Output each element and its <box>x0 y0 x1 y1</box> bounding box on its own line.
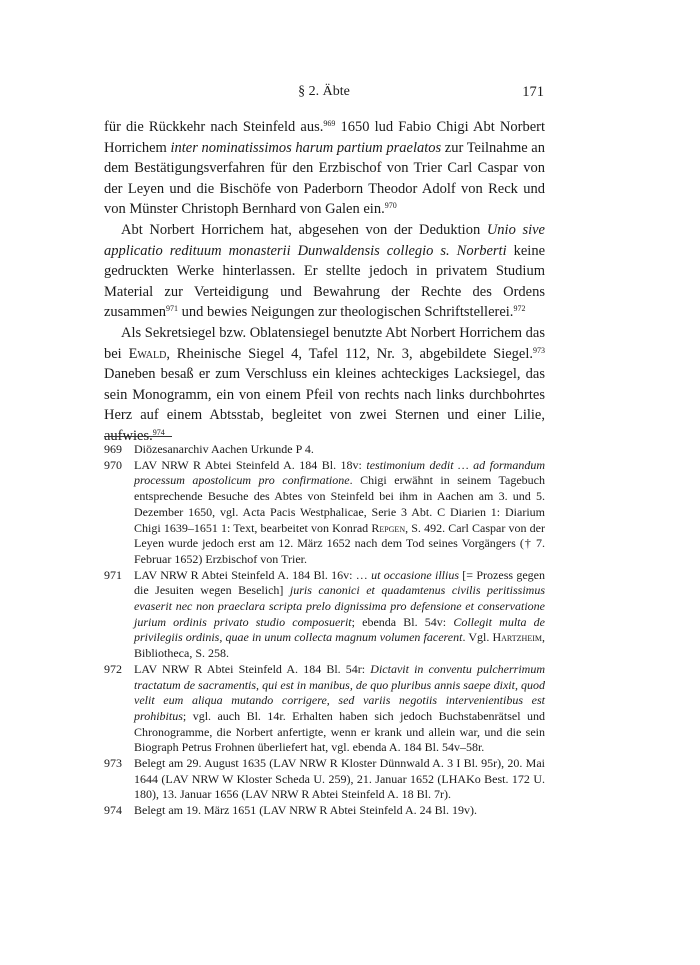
running-head: § 2. Äbte <box>298 84 350 99</box>
footnote-text: Belegt am 29. August 1635 (LAV NRW R Kloster Dünnwald A. 3 I Bl. 95r), 20. Mai 1644 (LAV NRW W Kloster Scheda U. 259), 21. Januar 1652 (LHAKo Best. 172 U. 180), 13. Januar 1656 (LAV NRW R Abtei Steinfeld A. 18 Bl. 7r). <box>134 756 545 802</box>
footnote-text: ; ebenda Bl. 54v: <box>351 614 454 629</box>
footnote-text: LAV NRW R Abtei Steinfeld A. 184 Bl. 18v: <box>134 457 367 472</box>
footnote-number: 969 <box>104 442 122 456</box>
footnote-number: 974 <box>104 803 122 818</box>
footnote-number: 971 <box>104 567 122 582</box>
text-run: Als Sekretsiegel bzw. Oblatensiegel benutzte Abt Norbert Horrichem das bei <box>104 324 545 362</box>
footnote-text: ; vgl. auch Bl. 14r. Erhalten haben sich jedoch Buchstabenrätsel und Chronogramme, die Norbert anfertigte, wenn er krank und allein war, und die sein Biograph Petrus Frohnen überliefert hat, vgl. ebenda A. 184 Bl. 54v–58r. <box>134 708 545 755</box>
footnote-ref[interactable]: 970 <box>384 201 397 211</box>
footnote-text: . Chigi erwähnt in seinem Tagebuch entsprechende Besuche des Abtes von Steinfeld bei ihm in Aachen am 3. und 5. Dezember 1650, vgl. Acta Pacis Westphalicae, Serie 3 Abt. C Diarien 1: Diarium Chigi 1639–1651 1: Text, bearbeitet von Konrad <box>134 473 545 535</box>
text-run: Daneben besaß er zum Verschluss ein kleines achteckiges Lacksiegel, das sein Monogramm, ein von einem Pfeil von rechts nach links durchbohrtes Herz auf einem Abtsstab, begleitet von zwei Sternen und einer Lilie, aufwies. <box>104 366 545 444</box>
footnote-972 <box>104 662 545 756</box>
work-title: Unio sive applicatio redituum monasterii Dunwaldensis collegio s. Norberti <box>104 221 545 259</box>
text-run: für die Rückkehr nach Steinfeld aus. <box>104 119 324 135</box>
text-run: keine gedruckten Werke hinterlassen. Er stellte jedoch in privatem Studium Material zur Verteidigung und Bewahrung der Rechte des Ordens zusammen <box>104 242 546 321</box>
text-run: 1650 lud Fabio Chigi Abt Norbert Horrichem <box>104 119 545 156</box>
footnote-separator <box>104 436 172 437</box>
footnote-974 <box>104 803 545 819</box>
footnote-text: . Vgl. <box>462 630 493 645</box>
page-number: 171 <box>522 84 544 100</box>
footnote-970 <box>104 458 545 568</box>
page-header <box>104 84 544 104</box>
latin-quote: juris canonici et quadamtenus civilis peritissimus evaserit nec non praeclara scripta prelo dignissima pro defensione et conservatione jurium ordinis privato studio composuerit <box>134 583 545 629</box>
author-name: Hartzheim <box>492 630 542 645</box>
footnote-number: 973 <box>104 756 122 771</box>
main-text <box>104 117 545 447</box>
latin-quote: Collegit multa de privilegiis ordinis, quae in unum collecta magnum volumen facerent <box>134 614 545 645</box>
footnote-number: 972 <box>104 661 122 676</box>
footnote-number: 970 <box>104 457 122 472</box>
text-run: Abt Norbert Horrichem hat, abgesehen von der Deduktion <box>121 221 487 238</box>
text-run: , Rheinische Siegel 4, Tafel 112, Nr. 3, abgebildete Siegel. <box>166 345 533 362</box>
text-run: und bewies Neigungen zur theologischen Schriftstellerei. <box>178 304 514 321</box>
author-name: Repgen <box>371 520 406 535</box>
footnote-ref[interactable]: 973 <box>533 345 545 355</box>
footnote-text: LAV NRW R Abtei Steinfeld A. 184 Bl. 54r: <box>134 661 371 676</box>
paragraph-2 <box>104 220 545 323</box>
footnote-ref[interactable]: 972 <box>513 304 526 314</box>
footnote-text: Diözesanarchiv Aachen Urkunde P 4. <box>134 442 314 456</box>
footnote-text: [= Prozess gegen die Jesuiten wegen Beselich] <box>134 567 545 598</box>
latin-quote: testimonium dedit … ad formandum processum apostolicum pro confirmatione <box>134 457 545 488</box>
footnote-ref[interactable]: 971 <box>166 304 179 314</box>
footnote-ref[interactable]: 969 <box>323 119 336 128</box>
footnote-971 <box>104 568 545 662</box>
latin-quote: ut occasione illius <box>371 567 459 582</box>
footnote-973 <box>104 756 545 803</box>
latin-quote: Dictavit in conventu pulcherrimum tractatum de sacramentis, qui est in manibus, de quo pluribus annis saepe dixit, quod velit eum aliqua mutando corrigere, sed variis negotiis intervenientibus est prohibitus <box>134 661 545 723</box>
footnote-text: Belegt am 19. März 1651 (LAV NRW R Abtei Steinfeld A. 24 Bl. 19v). <box>134 803 477 818</box>
footnote-text: LAV NRW R Abtei Steinfeld A. 184 Bl. 16v: … <box>134 567 372 582</box>
footnote-text: , S. 492. Carl Caspar von der Leyen wurde jedoch erst am 12. März 1652 nach dem Tod seines Vorgängers († 7. Februar 1652) Erzbischof von Trier. <box>134 520 545 566</box>
footnotes <box>104 442 545 819</box>
footnote-ref[interactable]: 974 <box>152 427 165 437</box>
footnote-text: , Bibliotheca, S. 258. <box>134 630 545 661</box>
footnote-969 <box>104 442 545 458</box>
text-run: zur Teilnahme an dem Bestätigungsverfahren für den Erzbischof von Trier Carl Caspar von der Leyen und die Bischöfe von Paderborn Theodor Adolf von Reck und von Münster Christoph Bernhard von Galen ein. <box>104 139 545 218</box>
paragraph-3 <box>104 323 545 447</box>
author-name: Ewald <box>128 345 167 362</box>
paragraph-1 <box>104 117 545 220</box>
latin-quote: inter nominatissimos harum partium praelatos <box>170 139 442 156</box>
